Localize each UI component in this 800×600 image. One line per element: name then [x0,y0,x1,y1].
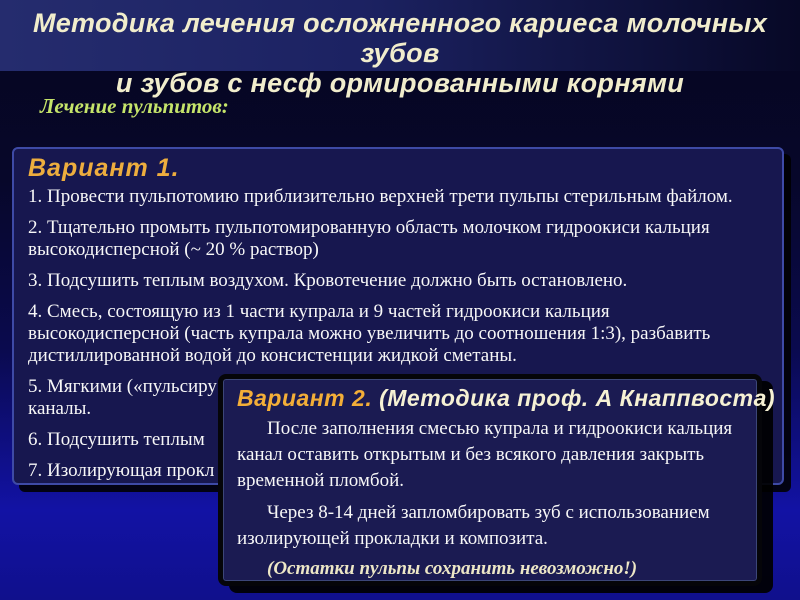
paragraph-line: После заполнения смесью купрала и гидроокиси кальция [267,418,733,439]
paragraph-line: изолирующей прокладки и композита. [237,528,548,549]
paragraph-line: канал оставить открытым и без всякого давления закрыть [237,444,705,465]
variant2-note: (Остатки пульпы сохранить невозможно!) [267,558,638,579]
variant1-heading: Вариант 1. [28,154,180,182]
step-line: дистиллированной водой до консистенции жидкой сметаны. [28,345,517,366]
variant1-step-4 [28,301,770,367]
slide-title-line2: и зубов с несф ормированными корнями [115,68,685,98]
step-line: 7. Изолирующая прокл [28,460,215,481]
paragraph-line: Через 8-14 дней запломбировать зуб с использованием [267,502,710,523]
step-line: 1. Провести пульпотомию приблизительно верхней трети пульпы стерильным файлом. [28,186,733,207]
variant2-heading [237,384,776,412]
paragraph-line: временной пломбой. [237,470,405,491]
step-line: высокодисперсной (~ 20 % раствор) [28,239,319,260]
step-line: 6. Подсушить теплым [28,429,205,450]
step-line: высокодисперсной (часть купрала можно увеличить до соотношения 1:3), разбавить [28,323,711,344]
step-line: каналы. [28,398,92,419]
variant2-heading-method: (Методика проф. А Кнаппвоста) [372,385,776,411]
slide-title [0,8,800,98]
variant1-step-1 [28,186,770,208]
variant2-heading-label: Вариант 2. [237,385,373,411]
step-line: 4. Смесь, состоящую из 1 части купрала и 9 частей гидроокиси кальция [28,301,610,322]
step-line: 5. Мягкими («пульсиру [28,376,217,397]
variant1-step-3 [28,270,770,292]
step-line: 3. Подсушить теплым воздухом. Кровотечение должно быть остановлено. [28,270,628,291]
variant2-paragraph-2 [237,500,745,552]
step-line: 2. Тщательно промыть пульпотомированную область молочком гидроокиси кальция [28,217,710,238]
variant2-paragraph-1 [237,416,745,494]
slide-title-line1: Методика лечения осложненного кариеса молочных зубов [32,8,768,68]
variant1-step-2 [28,217,770,261]
subtitle-pulpitis-treatment: Лечение пульпитов: [40,94,229,118]
variant2-box [218,374,776,586]
